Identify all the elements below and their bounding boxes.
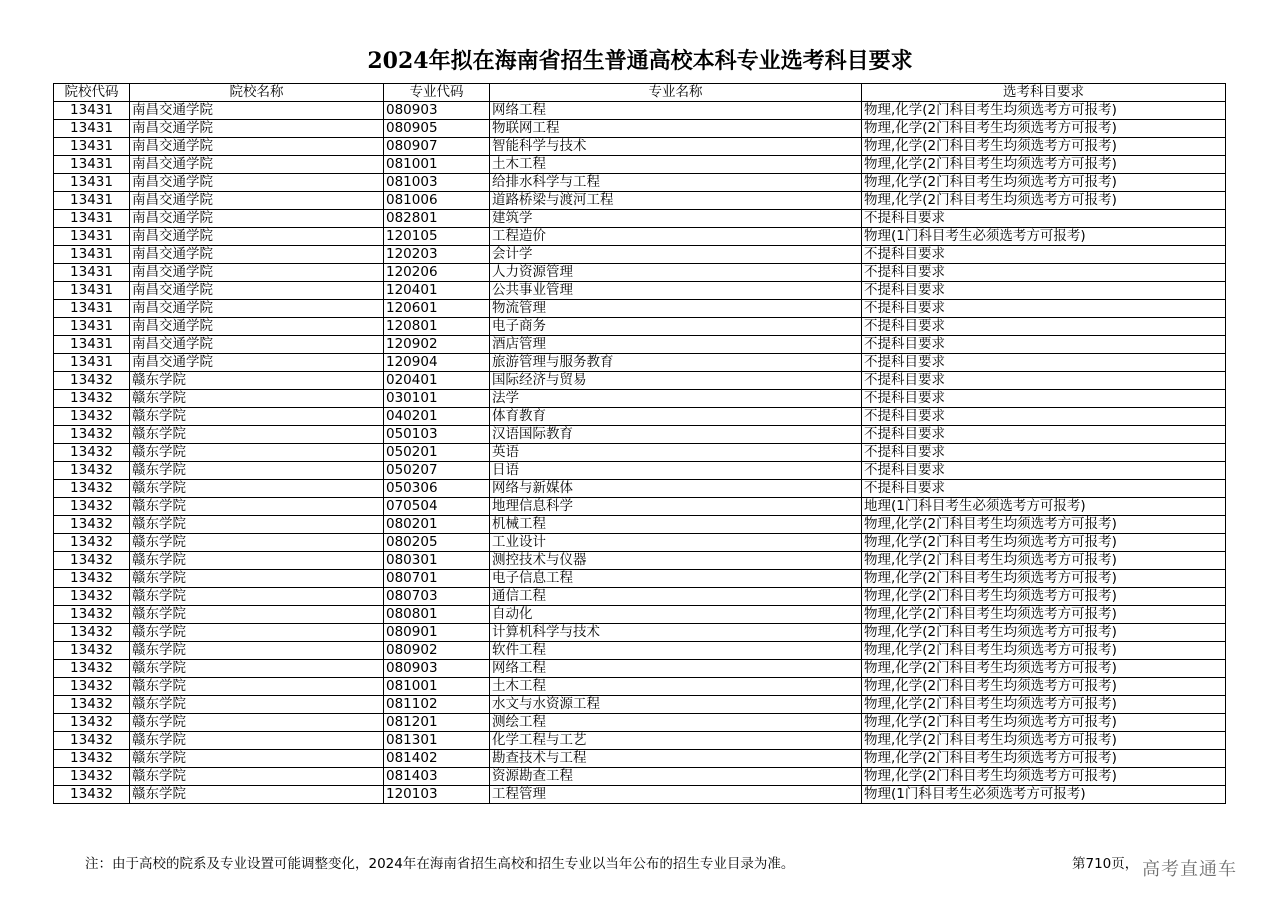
- cell-school-code: 13432: [54, 516, 130, 534]
- cell-major-code: 020401: [384, 372, 490, 390]
- cell-school-name: 赣东学院: [130, 426, 384, 444]
- cell-subject-requirement: 物理,化学(2门科目考生均须选考方可报考): [862, 120, 1226, 138]
- cell-school-code: 13432: [54, 642, 130, 660]
- table-row: [54, 642, 1226, 660]
- cell-major-name: 英语: [490, 444, 862, 462]
- cell-major-name: 勘查技术与工程: [490, 750, 862, 768]
- cell-major-code: 081301: [384, 732, 490, 750]
- table-row: [54, 552, 1226, 570]
- cell-school-code: 13432: [54, 786, 130, 804]
- cell-subject-requirement: 物理,化学(2门科目考生均须选考方可报考): [862, 534, 1226, 552]
- header-major-code: 专业代码: [384, 84, 490, 102]
- cell-school-name: 赣东学院: [130, 498, 384, 516]
- cell-school-name: 南昌交通学院: [130, 174, 384, 192]
- cell-school-name: 南昌交通学院: [130, 138, 384, 156]
- cell-subject-requirement: 物理,化学(2门科目考生均须选考方可报考): [862, 102, 1226, 120]
- cell-major-code: 120801: [384, 318, 490, 336]
- cell-school-code: 13431: [54, 282, 130, 300]
- cell-school-code: 13431: [54, 336, 130, 354]
- cell-subject-requirement: 物理,化学(2门科目考生均须选考方可报考): [862, 570, 1226, 588]
- cell-major-name: 电子信息工程: [490, 570, 862, 588]
- cell-major-name: 土木工程: [490, 678, 862, 696]
- cell-school-code: 13432: [54, 588, 130, 606]
- cell-subject-requirement: 物理,化学(2门科目考生均须选考方可报考): [862, 696, 1226, 714]
- cell-major-code: 081402: [384, 750, 490, 768]
- cell-subject-requirement: 物理,化学(2门科目考生均须选考方可报考): [862, 732, 1226, 750]
- cell-school-name: 南昌交通学院: [130, 210, 384, 228]
- cell-subject-requirement: 不提科目要求: [862, 480, 1226, 498]
- cell-subject-requirement: 不提科目要求: [862, 210, 1226, 228]
- table-row: [54, 426, 1226, 444]
- cell-major-name: 工程管理: [490, 786, 862, 804]
- cell-subject-requirement: 物理,化学(2门科目考生均须选考方可报考): [862, 642, 1226, 660]
- cell-subject-requirement: 不提科目要求: [862, 264, 1226, 282]
- cell-major-code: 081001: [384, 678, 490, 696]
- cell-major-name: 酒店管理: [490, 336, 862, 354]
- cell-school-code: 13432: [54, 606, 130, 624]
- cell-major-name: 测控技术与仪器: [490, 552, 862, 570]
- cell-major-code: 080903: [384, 102, 490, 120]
- cell-subject-requirement: 不提科目要求: [862, 390, 1226, 408]
- cell-school-name: 赣东学院: [130, 678, 384, 696]
- cell-subject-requirement: 物理(1门科目考生必须选考方可报考): [862, 228, 1226, 246]
- table-row: [54, 570, 1226, 588]
- cell-school-name: 南昌交通学院: [130, 228, 384, 246]
- cell-subject-requirement: 不提科目要求: [862, 372, 1226, 390]
- table-row: [54, 174, 1226, 192]
- cell-major-code: 080901: [384, 624, 490, 642]
- table-row: [54, 678, 1226, 696]
- cell-school-code: 13432: [54, 444, 130, 462]
- cell-major-code: 050201: [384, 444, 490, 462]
- cell-subject-requirement: 不提科目要求: [862, 246, 1226, 264]
- cell-school-code: 13431: [54, 102, 130, 120]
- cell-major-code: 120401: [384, 282, 490, 300]
- cell-school-name: 赣东学院: [130, 444, 384, 462]
- cell-school-name: 赣东学院: [130, 552, 384, 570]
- cell-major-name: 物流管理: [490, 300, 862, 318]
- cell-major-name: 公共事业管理: [490, 282, 862, 300]
- table-row: [54, 480, 1226, 498]
- cell-major-name: 体育教育: [490, 408, 862, 426]
- cell-major-name: 电子商务: [490, 318, 862, 336]
- table-row: [54, 372, 1226, 390]
- table-row: [54, 228, 1226, 246]
- cell-major-code: 081003: [384, 174, 490, 192]
- header-major-name: 专业名称: [490, 84, 862, 102]
- cell-school-name: 南昌交通学院: [130, 264, 384, 282]
- cell-major-code: 050103: [384, 426, 490, 444]
- cell-subject-requirement: 不提科目要求: [862, 408, 1226, 426]
- cell-subject-requirement: 物理,化学(2门科目考生均须选考方可报考): [862, 750, 1226, 768]
- cell-school-code: 13432: [54, 372, 130, 390]
- cell-major-name: 机械工程: [490, 516, 862, 534]
- table-row: [54, 192, 1226, 210]
- table-body: [54, 102, 1226, 804]
- cell-subject-requirement: 不提科目要求: [862, 336, 1226, 354]
- cell-school-code: 13431: [54, 120, 130, 138]
- cell-major-code: 120902: [384, 336, 490, 354]
- cell-major-code: 080205: [384, 534, 490, 552]
- cell-major-code: 081201: [384, 714, 490, 732]
- cell-major-code: 120203: [384, 246, 490, 264]
- cell-school-code: 13432: [54, 534, 130, 552]
- cell-school-name: 赣东学院: [130, 750, 384, 768]
- table-row: [54, 210, 1226, 228]
- page-number: 第710页，: [1072, 856, 1139, 872]
- cell-major-code: 080201: [384, 516, 490, 534]
- cell-school-name: 赣东学院: [130, 732, 384, 750]
- cell-major-code: 120103: [384, 786, 490, 804]
- cell-subject-requirement: 不提科目要求: [862, 426, 1226, 444]
- cell-major-code: 080903: [384, 660, 490, 678]
- cell-school-code: 13431: [54, 174, 130, 192]
- cell-school-name: 南昌交通学院: [130, 156, 384, 174]
- cell-school-name: 赣东学院: [130, 480, 384, 498]
- cell-major-name: 智能科学与技术: [490, 138, 862, 156]
- cell-subject-requirement: 物理,化学(2门科目考生均须选考方可报考): [862, 174, 1226, 192]
- cell-major-code: 081403: [384, 768, 490, 786]
- cell-school-code: 13431: [54, 156, 130, 174]
- cell-major-name: 建筑学: [490, 210, 862, 228]
- table-row: [54, 696, 1226, 714]
- cell-school-code: 13432: [54, 552, 130, 570]
- cell-school-name: 赣东学院: [130, 642, 384, 660]
- cell-school-code: 13432: [54, 570, 130, 588]
- cell-school-name: 赣东学院: [130, 372, 384, 390]
- cell-major-code: 040201: [384, 408, 490, 426]
- cell-major-code: 050207: [384, 462, 490, 480]
- cell-school-name: 南昌交通学院: [130, 336, 384, 354]
- cell-school-code: 13432: [54, 426, 130, 444]
- cell-school-name: 赣东学院: [130, 660, 384, 678]
- cell-school-name: 赣东学院: [130, 696, 384, 714]
- cell-school-code: 13431: [54, 264, 130, 282]
- cell-school-code: 13432: [54, 750, 130, 768]
- cell-school-code: 13432: [54, 732, 130, 750]
- cell-subject-requirement: 物理,化学(2门科目考生均须选考方可报考): [862, 660, 1226, 678]
- cell-school-code: 13431: [54, 354, 130, 372]
- cell-major-name: 网络与新媒体: [490, 480, 862, 498]
- cell-school-code: 13432: [54, 480, 130, 498]
- cell-major-code: 081006: [384, 192, 490, 210]
- cell-major-name: 计算机科学与技术: [490, 624, 862, 642]
- cell-major-code: 080301: [384, 552, 490, 570]
- cell-subject-requirement: 地理(1门科目考生必须选考方可报考): [862, 498, 1226, 516]
- cell-major-name: 自动化: [490, 606, 862, 624]
- cell-school-name: 南昌交通学院: [130, 102, 384, 120]
- cell-major-code: 120105: [384, 228, 490, 246]
- cell-major-code: 120601: [384, 300, 490, 318]
- cell-school-code: 13432: [54, 390, 130, 408]
- table-row: [54, 246, 1226, 264]
- cell-subject-requirement: 不提科目要求: [862, 462, 1226, 480]
- cell-major-name: 日语: [490, 462, 862, 480]
- cell-school-name: 南昌交通学院: [130, 354, 384, 372]
- table-row: [54, 318, 1226, 336]
- cell-major-code: 070504: [384, 498, 490, 516]
- table-row: [54, 750, 1226, 768]
- header-subject-requirement: 选考科目要求: [862, 84, 1226, 102]
- cell-school-name: 南昌交通学院: [130, 318, 384, 336]
- cell-major-name: 国际经济与贸易: [490, 372, 862, 390]
- table-row: [54, 732, 1226, 750]
- cell-school-code: 13431: [54, 228, 130, 246]
- cell-major-code: 080801: [384, 606, 490, 624]
- cell-major-code: 080703: [384, 588, 490, 606]
- cell-school-code: 13431: [54, 318, 130, 336]
- cell-major-name: 工程造价: [490, 228, 862, 246]
- table-row: [54, 462, 1226, 480]
- cell-school-code: 13432: [54, 768, 130, 786]
- watermark: 高考直通车: [1142, 859, 1237, 880]
- cell-major-code: 080902: [384, 642, 490, 660]
- cell-major-code: 082801: [384, 210, 490, 228]
- cell-major-name: 网络工程: [490, 660, 862, 678]
- cell-school-name: 南昌交通学院: [130, 246, 384, 264]
- table-row: [54, 408, 1226, 426]
- cell-major-code: 050306: [384, 480, 490, 498]
- cell-major-code: 081001: [384, 156, 490, 174]
- cell-major-name: 给排水科学与工程: [490, 174, 862, 192]
- table-row: [54, 588, 1226, 606]
- cell-major-name: 法学: [490, 390, 862, 408]
- cell-school-name: 南昌交通学院: [130, 120, 384, 138]
- table-row: [54, 300, 1226, 318]
- cell-school-code: 13432: [54, 408, 130, 426]
- cell-subject-requirement: 物理,化学(2门科目考生均须选考方可报考): [862, 588, 1226, 606]
- cell-major-code: 080701: [384, 570, 490, 588]
- cell-subject-requirement: 物理,化学(2门科目考生均须选考方可报考): [862, 606, 1226, 624]
- cell-school-name: 南昌交通学院: [130, 300, 384, 318]
- cell-school-name: 赣东学院: [130, 588, 384, 606]
- cell-major-code: 030101: [384, 390, 490, 408]
- cell-school-name: 赣东学院: [130, 624, 384, 642]
- cell-school-code: 13432: [54, 678, 130, 696]
- cell-school-name: 赣东学院: [130, 462, 384, 480]
- cell-school-name: 赣东学院: [130, 390, 384, 408]
- cell-subject-requirement: 物理,化学(2门科目考生均须选考方可报考): [862, 192, 1226, 210]
- cell-subject-requirement: 不提科目要求: [862, 318, 1226, 336]
- cell-school-name: 赣东学院: [130, 768, 384, 786]
- table-row: [54, 390, 1226, 408]
- cell-school-code: 13432: [54, 714, 130, 732]
- cell-major-code: 080905: [384, 120, 490, 138]
- cell-major-name: 软件工程: [490, 642, 862, 660]
- cell-major-name: 网络工程: [490, 102, 862, 120]
- cell-school-name: 赣东学院: [130, 786, 384, 804]
- cell-major-name: 资源勘查工程: [490, 768, 862, 786]
- cell-subject-requirement: 不提科目要求: [862, 282, 1226, 300]
- header-school-code: 院校代码: [54, 84, 130, 102]
- subject-requirements-table: [53, 83, 1226, 804]
- cell-school-code: 13431: [54, 138, 130, 156]
- cell-school-name: 赣东学院: [130, 516, 384, 534]
- cell-subject-requirement: 不提科目要求: [862, 300, 1226, 318]
- cell-major-name: 化学工程与工艺: [490, 732, 862, 750]
- footer-note: 注：由于高校的院系及专业设置可能调整变化，2024年在海南省招生高校和招生专业以当年公布的招生专业目录为准。: [85, 856, 795, 872]
- cell-major-name: 通信工程: [490, 588, 862, 606]
- cell-major-code: 120206: [384, 264, 490, 282]
- cell-subject-requirement: 物理,化学(2门科目考生均须选考方可报考): [862, 768, 1226, 786]
- table-row: [54, 534, 1226, 552]
- cell-major-name: 工业设计: [490, 534, 862, 552]
- page-title: 2024年拟在海南省招生普通高校本科专业选考科目要求: [367, 48, 913, 74]
- table-row: [54, 282, 1226, 300]
- cell-major-name: 地理信息科学: [490, 498, 862, 516]
- cell-school-code: 13432: [54, 624, 130, 642]
- cell-major-name: 汉语国际教育: [490, 426, 862, 444]
- cell-subject-requirement: 物理(1门科目考生必须选考方可报考): [862, 786, 1226, 804]
- table-row: [54, 156, 1226, 174]
- cell-major-code: 120904: [384, 354, 490, 372]
- table-row: [54, 336, 1226, 354]
- cell-school-code: 13432: [54, 462, 130, 480]
- cell-school-code: 13432: [54, 696, 130, 714]
- cell-subject-requirement: 物理,化学(2门科目考生均须选考方可报考): [862, 516, 1226, 534]
- cell-subject-requirement: 物理,化学(2门科目考生均须选考方可报考): [862, 714, 1226, 732]
- cell-school-code: 13431: [54, 210, 130, 228]
- cell-major-name: 旅游管理与服务教育: [490, 354, 862, 372]
- table-row: [54, 714, 1226, 732]
- table-row: [54, 444, 1226, 462]
- table-row: [54, 624, 1226, 642]
- table-row: [54, 120, 1226, 138]
- cell-subject-requirement: 物理,化学(2门科目考生均须选考方可报考): [862, 156, 1226, 174]
- cell-subject-requirement: 物理,化学(2门科目考生均须选考方可报考): [862, 552, 1226, 570]
- table-row: [54, 516, 1226, 534]
- cell-school-name: 赣东学院: [130, 570, 384, 588]
- header-school-name: 院校名称: [130, 84, 384, 102]
- cell-subject-requirement: 物理,化学(2门科目考生均须选考方可报考): [862, 138, 1226, 156]
- cell-school-name: 赣东学院: [130, 408, 384, 426]
- cell-subject-requirement: 物理,化学(2门科目考生均须选考方可报考): [862, 624, 1226, 642]
- cell-school-name: 赣东学院: [130, 534, 384, 552]
- table-row: [54, 354, 1226, 372]
- table-row: [54, 102, 1226, 120]
- table-row: [54, 606, 1226, 624]
- table-row: [54, 768, 1226, 786]
- table-row: [54, 138, 1226, 156]
- cell-major-name: 道路桥梁与渡河工程: [490, 192, 862, 210]
- cell-school-code: 13431: [54, 300, 130, 318]
- cell-major-name: 人力资源管理: [490, 264, 862, 282]
- table-row: [54, 264, 1226, 282]
- cell-school-name: 赣东学院: [130, 714, 384, 732]
- cell-major-code: 081102: [384, 696, 490, 714]
- cell-school-name: 南昌交通学院: [130, 192, 384, 210]
- cell-subject-requirement: 不提科目要求: [862, 354, 1226, 372]
- cell-subject-requirement: 物理,化学(2门科目考生均须选考方可报考): [862, 678, 1226, 696]
- table-row: [54, 786, 1226, 804]
- cell-school-code: 13432: [54, 498, 130, 516]
- cell-school-code: 13432: [54, 660, 130, 678]
- table-row: [54, 498, 1226, 516]
- cell-major-name: 物联网工程: [490, 120, 862, 138]
- cell-major-name: 会计学: [490, 246, 862, 264]
- table-row: [54, 660, 1226, 678]
- cell-major-code: 080907: [384, 138, 490, 156]
- cell-school-name: 南昌交通学院: [130, 282, 384, 300]
- table-header-row: [54, 84, 1226, 102]
- cell-subject-requirement: 不提科目要求: [862, 444, 1226, 462]
- cell-major-name: 测绘工程: [490, 714, 862, 732]
- cell-school-name: 赣东学院: [130, 606, 384, 624]
- cell-major-name: 土木工程: [490, 156, 862, 174]
- cell-major-name: 水文与水资源工程: [490, 696, 862, 714]
- cell-school-code: 13431: [54, 246, 130, 264]
- cell-school-code: 13431: [54, 192, 130, 210]
